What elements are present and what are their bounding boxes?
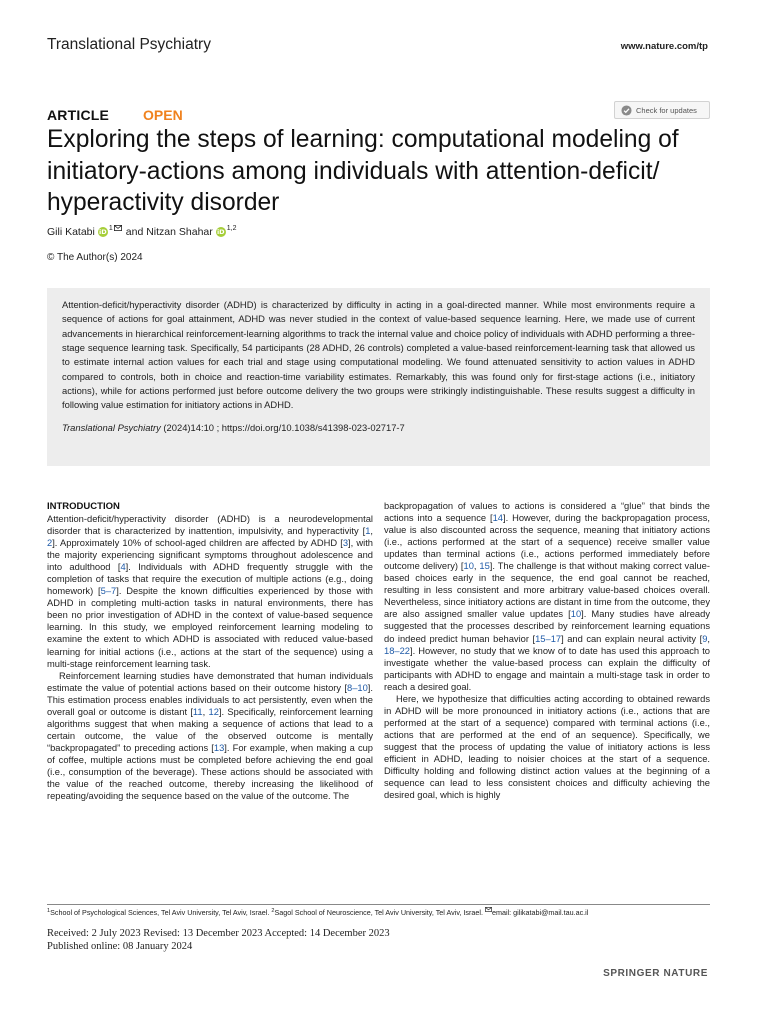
article-type-label: ARTICLE [47,107,110,123]
citation-line [62,422,695,433]
text-run: backpropagation of values to actions is considered a “glue” that binds the actions into a sequence [ [384,501,710,524]
article-title: Exploring the steps of learning: computational modeling of initiatory-actions among individuals with attention-deficit/ hyperactivity disorder [47,126,679,216]
affiliation-sup: 1 [47,908,51,914]
check-updates-icon [621,105,632,116]
text-run: ] and can explain neural activity [ [561,633,703,644]
text-run: ]. Despite the known difficulties experienced by those with ADHD in completing multi-action tasks in natural environments, there has been no prior investigation of ADHD in the context of value-based sequence learning. In this study, we employed reinforcement learning modeling to examine the extent to which ADHD is associated with reduced value-based learning for initial actions (i.e., actions at the start of the sequence) using a multi-stage reinforcement learning task. [47,586,373,669]
author-affiliation-sup: 1 [108,224,113,232]
open-access-label: OPEN [143,107,183,123]
envelope-icon[interactable] [114,225,122,231]
text-run: ]. For example, when making a cup of coffee, multiple actions must be completed before achieving the end goal (i.e., consumption of the beverage). These actions should be associated with the value of the reached outcome, thereby increasing the likelihood of repeating/avoiding the sequence based on the value of the outcome. The [47,742,374,802]
reference-link[interactable]: 3 [342,538,349,549]
text-run: ]. The challenge is that without making correct value-based choices early in the sequence, the end goal cannot be reached, resulting in less consistent and more arbitrary value-based choices overall. Nevertheless, since initiatory actions are distant in time from the outcome, they are also assigned smaller value updates [ [384,561,710,620]
author-connector: and Nitzan Shahar [125,226,213,238]
journal-name: Translational Psychiatry [47,36,211,53]
envelope-icon [485,907,492,912]
text-run: ]. However, during the backpropagation process, value is also discounted across the sequence, meaning that initiatory actions (i.e., actions performed at the start of a sequence) receive smaller value updates than terminal actions (i.e., actions performed immediately before outcome delivery) [ [384,513,710,572]
reference-link[interactable]: 13 [213,742,225,753]
text-run: ]. However, no study that we know of to date has used this approach to investigate whether the value-based process can explain the difficulty of participants with ADHD to engage and maintain a multi-stage task in order to reach a desired goal. [384,645,710,692]
check-for-updates-button[interactable] [614,101,710,119]
affiliations-footnote [47,908,710,917]
body-column-left [47,500,373,802]
published-date: Published online: 08 January 2024 [47,941,193,952]
reference-link[interactable]: 15 [479,561,490,572]
contact-email[interactable]: email: gilikatabi@mail.tau.ac.il [491,908,589,917]
text-run: Attention-deficit/hyperactivity disorder (ADHD) is a neurodevelopmental disorder that is characterized by inattention, impulsivity, and hyperactivity [ [47,514,373,537]
body-column-right [384,500,710,801]
reference-link[interactable]: 10 [463,561,474,572]
reference-link[interactable]: 11 [192,706,203,717]
orcid-icon[interactable]: iD [99,228,107,236]
footnote-divider [47,904,710,905]
reference-link[interactable]: 18–22 [384,645,410,656]
text-run: , [473,561,480,572]
text-run: ]. Specifically, reinforcement learning algorithms suggest that when making a sequence of actions that lead to a certain outcome, the value of the observed outcome is mentally “backpropagated” to preceding actions [ [47,706,373,753]
reference-link[interactable]: 15–17 [535,633,562,644]
affiliation-2: Sagol School of Neuroscience, Tel Aviv University, Tel Aviv, Israel. [274,908,485,917]
text-run: ]. Approximately 10% of school-aged children are affected by ADHD [ [52,538,343,549]
reference-link[interactable]: 10 [570,609,582,620]
check-updates-label: Check for updates [636,105,697,115]
reference-link[interactable]: 5–7 [100,586,117,597]
text-run: Reinforcement learning studies have demonstrated that human individuals estimate the value of potential actions based on their outcome history [ [47,670,373,693]
section-heading: INTRODUCTION [47,501,120,512]
text-run: , [707,633,711,644]
paragraph [384,693,710,801]
received-dates: Received: 2 July 2023 Revised: 13 December 2023 Accepted: 14 December 2023 [47,928,390,939]
affiliation-sup: 2 [271,908,275,914]
paragraph [384,500,710,693]
copyright-notice: © The Author(s) 2024 [47,252,143,263]
abstract-panel [47,288,710,466]
affiliation-1: School of Psychological Sciences, Tel Aviv University, Tel Aviv, Israel. [50,908,272,917]
reference-link[interactable]: 2 [47,538,53,549]
text-run: Here, we hypothesize that difficulties acting according to obtained rewards in ADHD will be more pronounced in initiatory actions (i.e., actions that are performed at the start of a sequence) compared with terminal actions (i.e., actions that are performed at the end of an sequence). Specifically, we suggest that the process of updating the value of initiatory actions is less efficient in ADHD, leading to noisier choices at the start of a sequence. Difficulty holding and following distinct action values at the beginning of a sequence can lead to less consistent choices and difficulty achieving the desired goal, which is highly [384,693,710,801]
reference-link[interactable]: 1 [365,526,371,537]
paragraph [47,670,373,803]
author-name[interactable]: Gili Katabi [47,226,95,238]
citation-journal: Translational Psychiatry [62,421,161,433]
text-run: , [370,526,373,537]
abstract-text: Attention-deficit/hyperactivity disorder (ADHD) is characterized by difficulty in acting in a goal-directed manner. While most environments require a sequence of actions for goal attainment, ADHD was never studied in the context of value-based sequence learning. Here, we made use of current advancements in hierarchical reinforcement-learning algorithms to track the internal value and choice policy of individuals with ADHD performing a three-stage sequence learning task. Specifically, 54 participants (28 ADHD, 26 controls) completed a value-based reinforcement-learning task that allowed us to estimate internal action values for each trial and stage using computational modeling. We found attenuated sensitivity to action values in ADHD compared to controls, both in choice and reaction-time variability estimates. Remarkably, this was found only for first-stage actions (i.e., initiatory actions), while for actions performed just before outcome delivery the two groups were strikingly indistinguishable. These results suggest a difficulty in following value estimation for initiatory actions in ADHD. [62,299,695,411]
publication-dates [47,927,390,953]
text-run: ]. This estimation process enables individuals to act persistently, even when the overall goal or outcome is distant [ [47,682,373,717]
citation-doi[interactable]: (2024)14:10 ; https://doi.org/10.1038/s41398-023-02717-7 [160,421,405,433]
text-run: ], with the majority experiencing significant symptoms throughout adolescence and into adulthood [ [47,538,374,573]
reference-link[interactable]: 8–10 [347,682,368,693]
reference-link[interactable]: 14 [492,513,503,524]
reference-link[interactable]: 12 [208,706,219,717]
text-run: , [202,706,209,717]
author-list [47,226,236,238]
text-run: ]. Many studies have already suggested that the processes described by reinforcement learning equations do indeed predict human behavior [ [384,609,711,644]
orcid-icon[interactable]: iD [216,228,225,236]
reference-link[interactable]: 9 [702,633,708,644]
journal-url[interactable]: www.nature.com/tp [620,41,708,52]
reference-link[interactable]: 4 [120,562,126,573]
paragraph [47,513,373,670]
text-run: ]. Individuals with ADHD frequently struggle with the completion of tasks that require the execution of multiple actions (e.g., doing homework) [ [47,562,373,597]
author-affiliation-sup: 1,2 [226,224,237,232]
publisher-logo: SPRINGER NATURE [603,968,708,979]
